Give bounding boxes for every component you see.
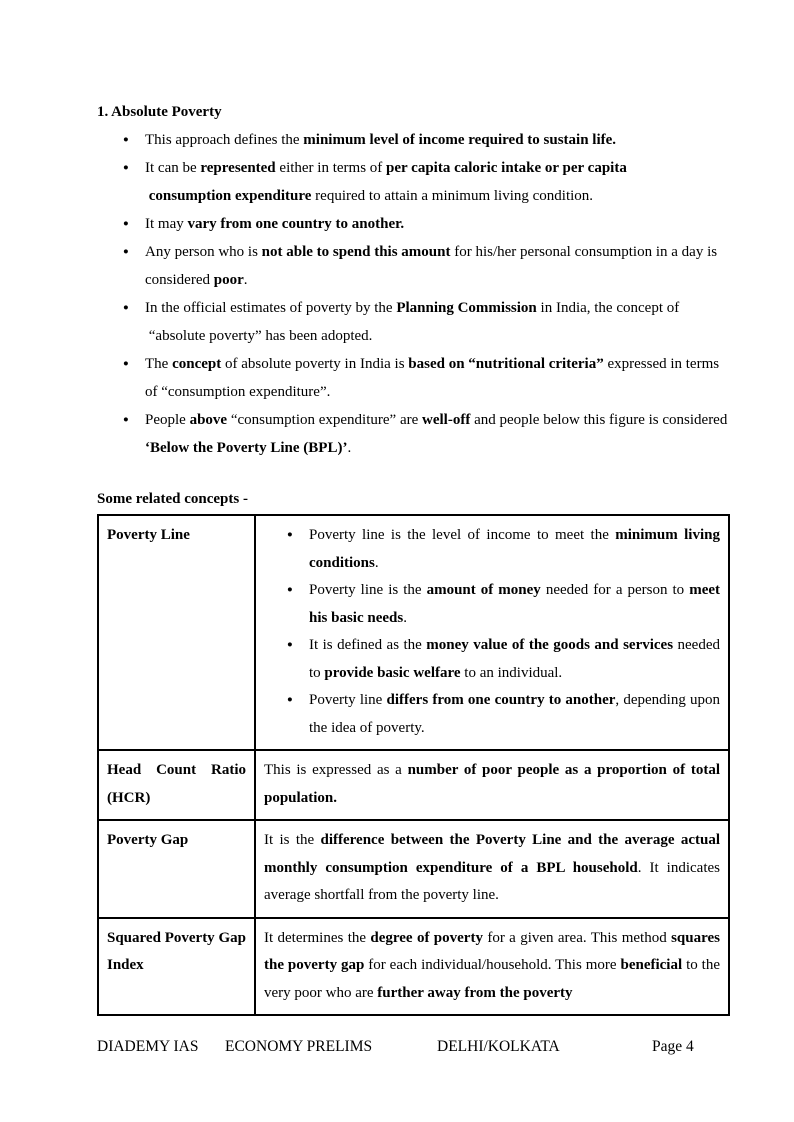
- definition-bullet: ● It is defined as the money value of the goods and services needed to provide basic welfare to an individual.: [287, 632, 720, 687]
- definition-cell-poverty-gap: It is the difference between the Poverty Line and the average actual monthly consumption expenditure of a BPL household. It indicates average shortfall from the poverty line.: [255, 820, 729, 918]
- table-row-poverty-line: [98, 515, 729, 750]
- table-row-squared-poverty-gap-index: [98, 918, 729, 1016]
- bullet-item: ● This approach defines the minimum level of income required to sustain life.: [123, 126, 730, 154]
- table-row-poverty-gap: [98, 820, 729, 918]
- bullet-item: ● Any person who is not able to spend this amount for his/her personal consumption in a day is considered poor.: [123, 238, 730, 294]
- definition-cell-poverty-line: [255, 515, 729, 750]
- table-row-head-count-ratio: [98, 750, 729, 820]
- bullet-item: ● The concept of absolute poverty in India is based on “nutritional criteria” expressed in terms of “consumption expenditure”.: [123, 350, 730, 406]
- definition-bullet: ● Poverty line is the level of income to meet the minimum living conditions.: [287, 522, 720, 577]
- definition-cell-squared-poverty-gap-index: It determines the degree of poverty for a given area. This method squares the poverty gap for each individual/household. This more beneficial to the very poor who are further away from the poverty: [255, 918, 729, 1016]
- bullet-item: ● It can be represented either in terms of per capita caloric intake or per capita consumption expenditure required to attain a minimum living condition.: [123, 154, 730, 210]
- definition-bullet: ● Poverty line is the amount of money needed for a person to meet his basic needs.: [287, 577, 720, 632]
- footer-page-number: Page 4: [652, 1038, 694, 1055]
- footer-brand: DIADEMY IAS: [97, 1038, 199, 1055]
- definition-bullet: ● Poverty line differs from one country to another, depending upon the idea of poverty.: [287, 687, 720, 742]
- term-cell-poverty-line: Poverty Line: [98, 515, 255, 750]
- section-heading: 1. Absolute Poverty: [97, 104, 222, 120]
- bullet-item: ● In the official estimates of poverty by the Planning Commission in India, the concept of “absolute poverty” has been adopted.: [123, 294, 730, 350]
- bullet-item: ● It may vary from one country to another.: [123, 210, 730, 238]
- footer-subject: ECONOMY PRELIMS: [225, 1038, 373, 1055]
- page-footer: [97, 1038, 737, 1062]
- term-cell-poverty-gap: Poverty Gap: [98, 820, 255, 918]
- definition-cell-head-count-ratio: This is expressed as a number of poor people as a proportion of total population.: [255, 750, 729, 820]
- definition-bullet-list: [264, 522, 720, 742]
- term-cell-head-count-ratio: Head Count Ratio (HCR): [98, 750, 255, 820]
- concepts-table: [97, 514, 730, 1016]
- footer-location: DELHI/KOLKATA: [437, 1038, 560, 1055]
- related-concepts-heading: Some related concepts -: [97, 491, 248, 507]
- absolute-poverty-bullet-list: [97, 126, 730, 462]
- term-cell-squared-poverty-gap-index: Squared Poverty Gap Index: [98, 918, 255, 1016]
- bullet-item: ● People above “consumption expenditure” are well-off and people below this figure is considered ‘Below the Poverty Line (BPL)’.: [123, 406, 730, 462]
- page-content: [97, 98, 730, 1016]
